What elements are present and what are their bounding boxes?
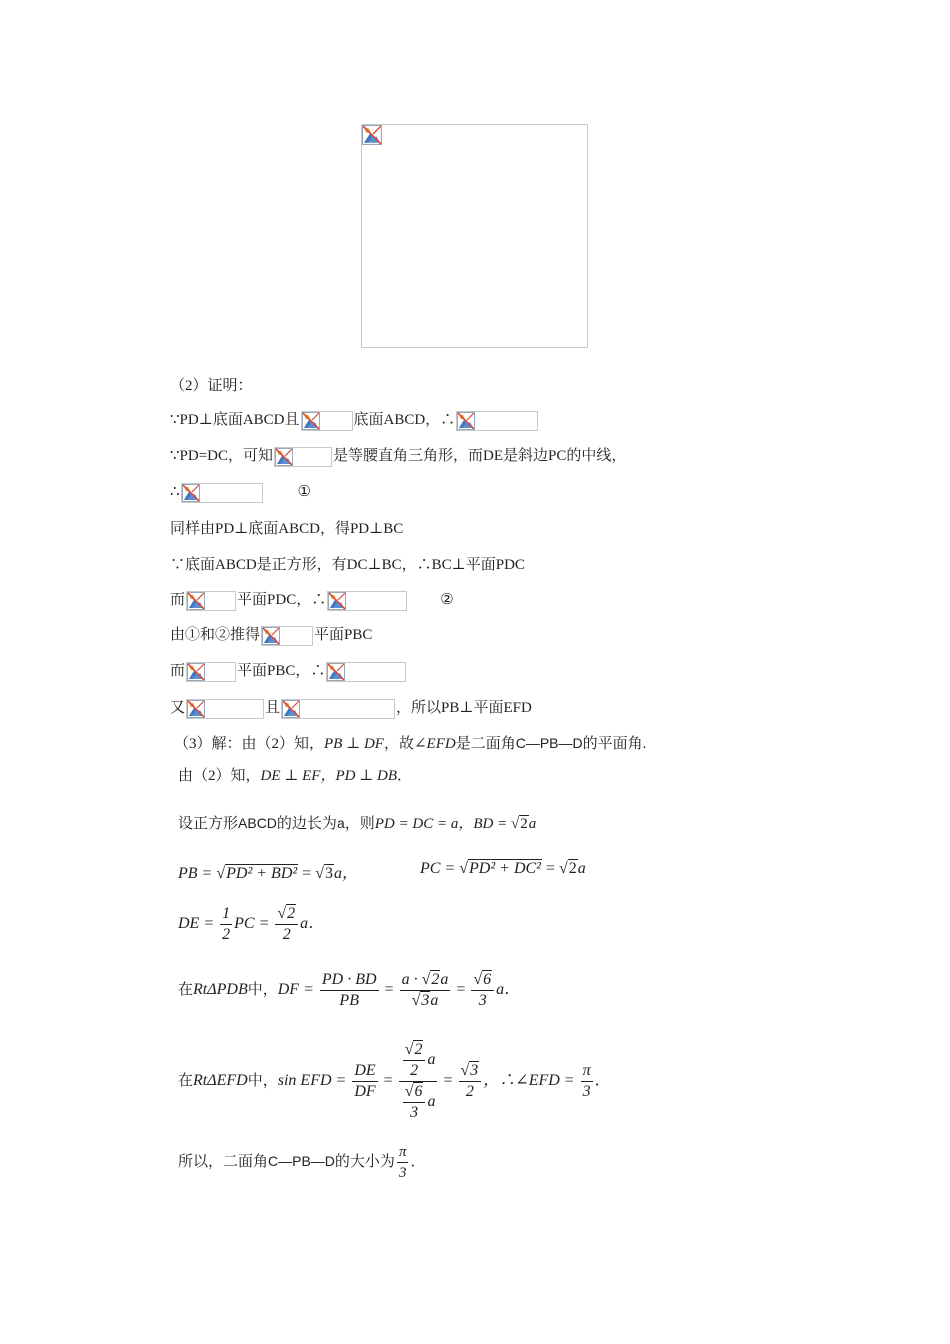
sqrt: √PD² + BD² <box>216 865 298 882</box>
fraction: $\frac{\pi}{3}$ <box>398 1144 407 1181</box>
compound-fraction: $\frac{√2}{2}$ a $\frac{√6}{3}$ a <box>399 1040 438 1123</box>
sqrt: √2 <box>510 816 528 832</box>
formula-image <box>456 411 538 431</box>
broken-image-icon <box>328 592 346 610</box>
broken-image-icon <box>302 412 320 430</box>
equation-sin: 在RtΔEFD中，sin EFD = $\frac{DE}{DF}$ = $\frac{√2}{2}$ a $\frac{√6}{3}$ a = $\frac{√3}{2}$ ，∴∠EFD = $\frac{\pi}{3}$ ． <box>178 1041 611 1121</box>
broken-image-icon <box>275 448 293 466</box>
fraction: $\frac{\pi}{3}$ <box>582 1062 591 1100</box>
equation-pc: PC = √PD² + DC² = √2a <box>420 860 586 877</box>
proof-line-2: ∵PD=DC，可知 是等腰直角三角形，而DE是斜边PC的中线， <box>170 444 626 468</box>
broken-image-icon <box>282 700 300 718</box>
sqrt: √3 <box>315 865 333 882</box>
solution-line-3: 设正方形ABCD的边长为a，则PD = DC = a，BD = √2a <box>178 815 537 832</box>
sqrt: √PD² + DC² <box>459 860 541 877</box>
formula-image <box>186 662 236 682</box>
equation-pb: PB = √PD² + BD² = √3a， <box>178 865 358 882</box>
solution-conclusion: 所以，二面角C—PB—D的大小为 $\frac{\pi}{3}$ ． <box>178 1144 426 1181</box>
figure-image-placeholder <box>361 124 588 348</box>
proof-line-9: 又 且 ，所以PB⊥平面EFD <box>170 696 532 720</box>
formula-image <box>261 626 313 646</box>
proof-line-8: 而 平面PBC，∴ <box>170 659 407 683</box>
formula-image <box>301 411 353 431</box>
proof-line-1: ∵PD⊥底面ABCD且 底面ABCD，∴ <box>170 408 539 432</box>
formula-image <box>327 591 407 611</box>
proof-line-7: 由①和②推得 平面PBC <box>170 623 372 647</box>
formula-image <box>181 483 263 503</box>
sqrt: √2 <box>559 860 577 877</box>
broken-image-icon <box>187 700 205 718</box>
fraction: $\frac{1}{2}$ <box>222 905 231 943</box>
broken-image-icon <box>187 663 205 681</box>
broken-image-icon <box>187 592 205 610</box>
fraction: $\frac{PD \cdot BD}{PB}$ <box>321 971 377 1009</box>
proof-line-3: ∴ ① <box>170 480 311 504</box>
formula-image <box>186 591 236 611</box>
formula-image <box>186 699 264 719</box>
proof-line-6: 而 平面PDC，∴ ② <box>170 588 454 612</box>
fraction: $\frac{DE}{DF}$ <box>354 1062 376 1100</box>
proof-heading: （2）证明： <box>170 378 253 394</box>
formula-image <box>326 662 406 682</box>
formula-image <box>274 447 332 467</box>
broken-image-icon <box>457 412 475 430</box>
fraction: $\frac{√6}{3}$ <box>471 970 494 1011</box>
equation-df: 在RtΔPDB中，DF = $\frac{PD \cdot BD}{PB}$ = $\frac{a \cdot √2a}{√3a}$ = $\frac{√6}{3}$ a． <box>178 971 521 1009</box>
proof-line-4: 同样由PD⊥底面ABCD，得PD⊥BC <box>170 521 404 537</box>
circled-one: ① <box>297 484 311 500</box>
formula-image <box>281 699 395 719</box>
circled-two: ② <box>440 592 454 608</box>
fraction: $\frac{√2}{2}$ <box>275 904 298 945</box>
fraction: $\frac{a \cdot √2a}{√3a}$ <box>401 971 449 1009</box>
fraction: $\frac{√3}{2}$ <box>459 1061 482 1102</box>
solution-line-1: （3）解：由（2）知，PB ⊥ DF，故∠EFD是二面角C—PB—D的平面角. <box>174 735 647 752</box>
broken-image-icon <box>362 125 382 145</box>
equation-de: DE = $\frac{1}{2}$ PC = $\frac{√2}{2}$ a． <box>178 905 325 943</box>
solution-line-2: 由（2）知，DE ⊥ EF，PD ⊥ DB． <box>178 768 413 784</box>
proof-line-5: ∵底面ABCD是正方形，有DC⊥BC，∴BC⊥平面PDC <box>170 557 525 573</box>
broken-image-icon <box>182 484 200 502</box>
broken-image-icon <box>262 627 280 645</box>
broken-image-icon <box>327 663 345 681</box>
